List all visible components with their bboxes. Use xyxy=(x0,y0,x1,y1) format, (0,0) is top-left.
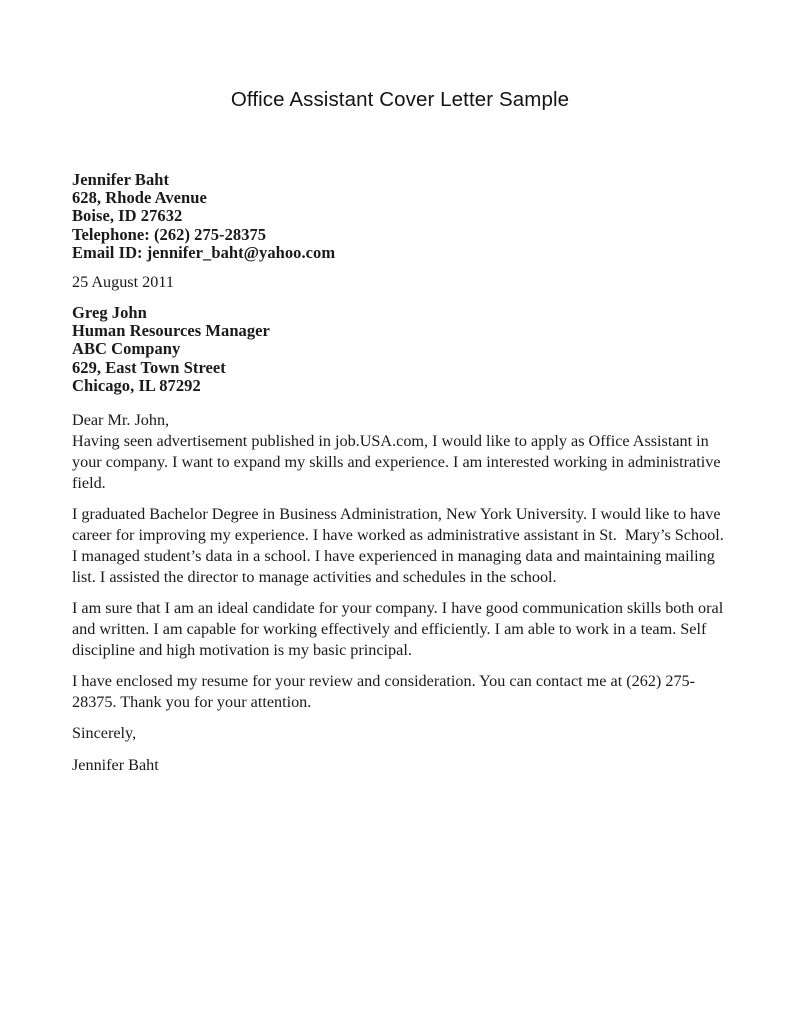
signature-name: Jennifer Baht xyxy=(72,756,159,775)
recipient-address-block xyxy=(72,304,728,395)
page-title: Office Assistant Cover Letter Sample xyxy=(230,88,570,111)
recipient-name: Greg John xyxy=(72,303,147,323)
sender-address-block xyxy=(72,171,728,262)
sender-street: 628, Rhode Avenue xyxy=(72,188,207,208)
paragraph-2: I graduated Bachelor Degree in Business Administration, New York University. I would like to have career for improving my experience. I have worked as administrative assistant in St. Mary’s School. I managed student’s data in a school. I have experienced in managing data and maintaining mailing list. I assisted the director to manage activities and schedules in the school. xyxy=(72,505,728,587)
recipient-job-title: Human Resources Manager xyxy=(72,321,270,341)
letter-content xyxy=(72,410,728,776)
sender-telephone: Telephone: (262) 275-28375 xyxy=(72,224,267,244)
paragraph-4: I have enclosed my resume for your review and consideration. You can contact me at (262) 275-28375. Thank you for your attention. xyxy=(72,672,696,712)
recipient-street: 629, East Town Street xyxy=(72,357,226,377)
recipient-company: ABC Company xyxy=(72,339,181,359)
closing-line: Sincerely, xyxy=(72,724,137,743)
letter-body xyxy=(72,171,728,776)
recipient-city-state-zip: Chicago, IL 87292 xyxy=(72,375,201,395)
salutation: Dear Mr. John, xyxy=(72,411,170,430)
sender-email: Email ID: jennifer_baht@yahoo.com xyxy=(72,242,336,262)
paragraph-3: I am sure that I am an ideal candidate for your company. I have good communication skills both oral and written. I am capable for working effectively and efficiently. I am able to work in a team. Self discipline and high motivation is my basic principal. xyxy=(72,599,728,660)
sender-city-state-zip: Boise, ID 27632 xyxy=(72,206,183,226)
paragraph-1: Having seen advertisement published in job.USA.com, I would like to apply as Office Assistant in your company. I want to expand my skills and experience. I am interested working in administrative field. xyxy=(72,432,725,493)
sender-name: Jennifer Baht xyxy=(72,170,170,189)
letter-date: 25 August 2011 xyxy=(72,273,174,292)
